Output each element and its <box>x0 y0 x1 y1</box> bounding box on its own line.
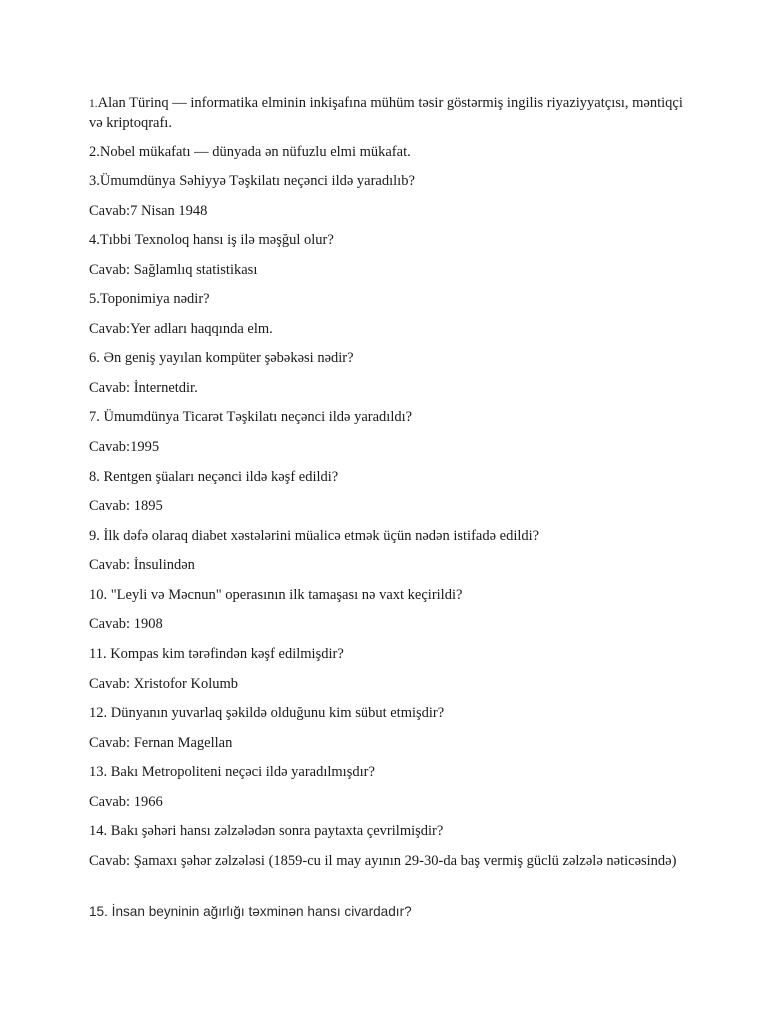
item-number: 1. <box>89 98 98 110</box>
answer-7: Cavab:1995 <box>89 439 160 455</box>
question-4: 4.Tıbbi Texnoloq hansı iş ilə məşğul olur? <box>89 232 334 248</box>
answer-13: Cavab: 1966 <box>89 794 163 810</box>
answer-14: Cavab: Şamaxı şəhər zəlzələsi (1859-cu il may ayının 29-30-da baş vermiş güclü zəlzələ nəticəsində) <box>89 853 677 869</box>
answer-8: Cavab: 1895 <box>89 498 163 514</box>
question-8: 8. Rentgen şüaları neçənci ildə kəşf edildi? <box>89 469 339 485</box>
paragraph-1 <box>89 94 689 133</box>
question-15: 15. İnsan beyninin ağırlığı təxminən hansı civardadır? <box>89 904 412 919</box>
item-text: Alan Türinq — informatika elminin inkişafına mühüm təsir göstərmiş ingilis riyaziyyatçısı, məntiqçi və kriptoqrafı. <box>89 95 683 131</box>
question-10: 10. "Leyli və Məcnun" operasının ilk tamaşası nə vaxt keçirildi? <box>89 587 463 603</box>
answer-11: Cavab: Xristofor Kolumb <box>89 676 239 692</box>
answer-12: Cavab: Fernan Magellan <box>89 735 233 751</box>
question-6: 6. Ən geniş yayılan kompüter şəbəkəsi nədir? <box>89 350 354 366</box>
answer-5: Cavab:Yer adları haqqında elm. <box>89 321 273 337</box>
question-13: 13. Bakı Metropoliteni neçəci ildə yaradılmışdır? <box>89 764 375 780</box>
answer-3: Cavab:7 Nisan 1948 <box>89 203 208 219</box>
question-9: 9. İlk dəfə olaraq diabet xəstələrini müalicə etmək üçün nədən istifadə edildi? <box>89 528 540 544</box>
answer-4: Cavab: Sağlamlıq statistikası <box>89 262 258 278</box>
question-12: 12. Dünyanın yuvarlaq şəkildə olduğunu kim sübut etmişdir? <box>89 705 445 721</box>
answer-10: Cavab: 1908 <box>89 616 163 632</box>
question-3: 3.Ümumdünya Səhiyyə Təşkilatı neçənci ildə yaradılıb? <box>89 173 415 189</box>
question-7: 7. Ümumdünya Ticarət Təşkilatı neçənci ildə yaradıldı? <box>89 409 413 425</box>
paragraph-2: 2.Nobel mükafatı — dünyada ən nüfuzlu elmi mükafat. <box>89 144 411 160</box>
answer-9: Cavab: İnsulindən <box>89 557 195 573</box>
answer-6: Cavab: İnternetdir. <box>89 380 198 396</box>
question-5: 5.Toponimiya nədir? <box>89 291 210 307</box>
question-11: 11. Kompas kim tərəfindən kəşf edilmişdir? <box>89 646 344 662</box>
question-14: 14. Bakı şəhəri hansı zəlzələdən sonra paytaxta çevrilmişdir? <box>89 823 444 839</box>
